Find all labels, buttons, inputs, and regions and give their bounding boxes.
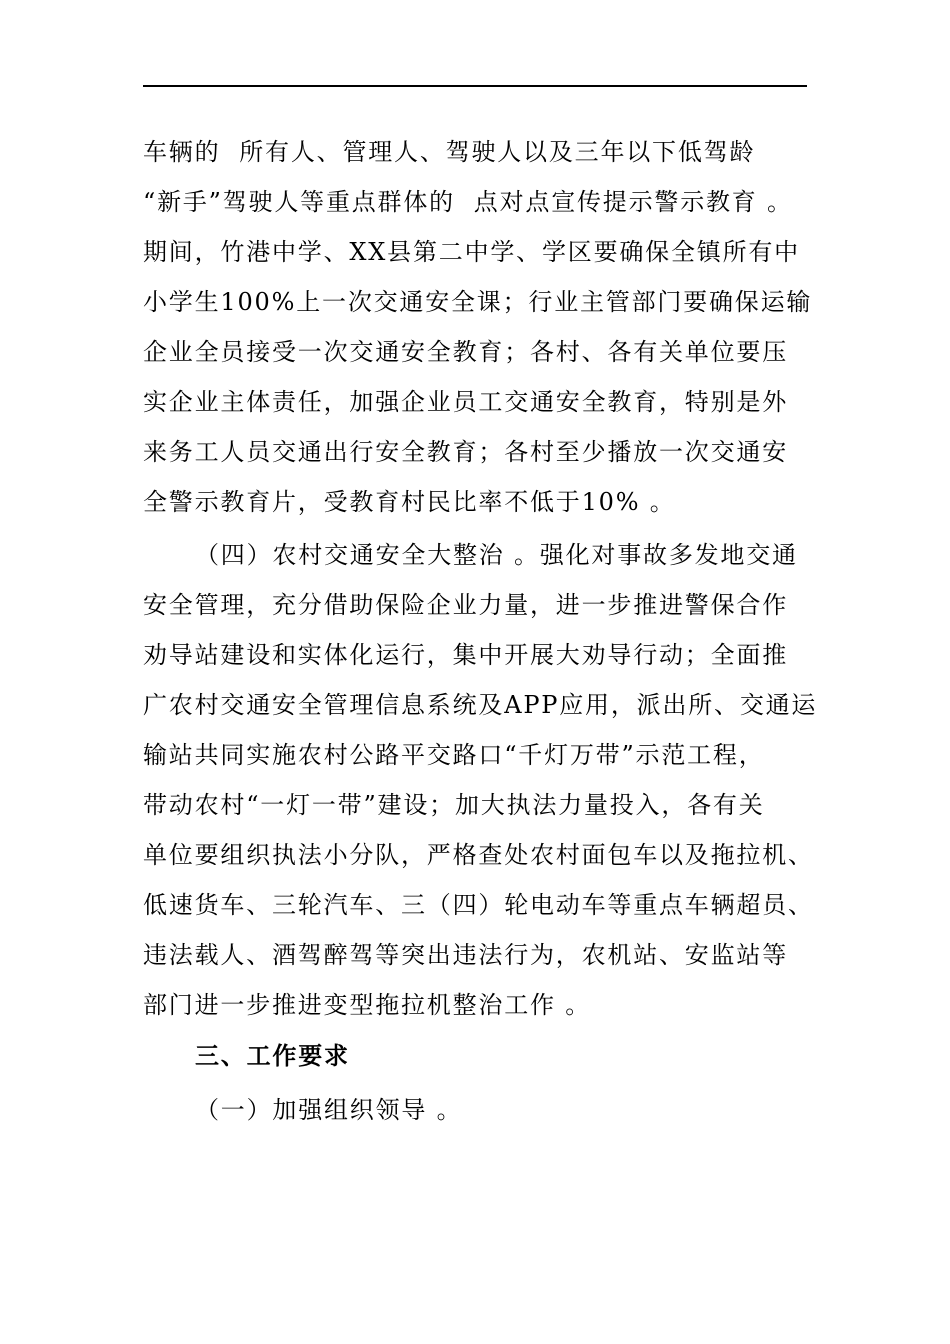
body-line-3: 期间，竹港中学、XX县第二中学、学区要确保全镇所有中 xyxy=(143,238,800,266)
body-line-14: 带动农村“一灯一带”建设；加大执法力量投入，各有关 xyxy=(143,791,765,819)
body-line-15: 单位要组织执法小分队，严格查处农村面包车以及拖拉机、 xyxy=(143,841,814,869)
header-rule xyxy=(143,85,807,87)
body-line-8: 全警示教育片，受教育村民比率不低于10% 。 xyxy=(143,488,676,516)
body-line-17: 违法载人、酒驾醉驾等突出违法行为，农机站、安监站等 xyxy=(143,941,788,969)
body-line-12: 广农村交通安全管理信息系统及APP应用，派出所、交通运 xyxy=(143,691,818,719)
body-line-2: “新手”驾驶人等重点群体的 点对点宣传提示警示教育 。 xyxy=(143,188,793,216)
body-line-11: 劝导站建设和实体化运行，集中开展大劝导行动；全面推 xyxy=(143,641,788,669)
body-line-7: 来务工人员交通出行安全教育；各村至少播放一次交通安 xyxy=(143,438,788,466)
section-heading-work-requirements: 三、工作要求 xyxy=(195,1041,350,1070)
body-line-4: 小学生100%上一次交通安全课；行业主管部门要确保运输 xyxy=(143,288,813,316)
body-line-5: 企业全员接受一次交通安全教育；各村、各有关单位要压 xyxy=(143,338,788,366)
body-line-6: 实企业主体责任，加强企业员工交通安全教育，特别是外 xyxy=(143,388,788,416)
body-line-13: 输站共同实施农村公路平交路口“千灯万带”示范工程， xyxy=(143,741,765,769)
body-line-10: 安全管理，充分借助保险企业力量，进一步推进警保合作 xyxy=(143,591,788,619)
subsection-heading-organization: （一）加强组织领导 。 xyxy=(195,1096,463,1124)
body-line-1: 车辆的 所有人、管理人、驾驶人以及三年以下低驾龄 xyxy=(143,138,756,166)
body-line-18: 部门进一步推进变型拖拉机整治工作 。 xyxy=(143,991,592,1019)
section-four-first-line: （四）农村交通安全大整治 。强化对事故多发地交通 xyxy=(195,541,798,569)
body-line-16: 低速货车、三轮汽车、三（四）轮电动车等重点车辆超员、 xyxy=(143,891,814,919)
